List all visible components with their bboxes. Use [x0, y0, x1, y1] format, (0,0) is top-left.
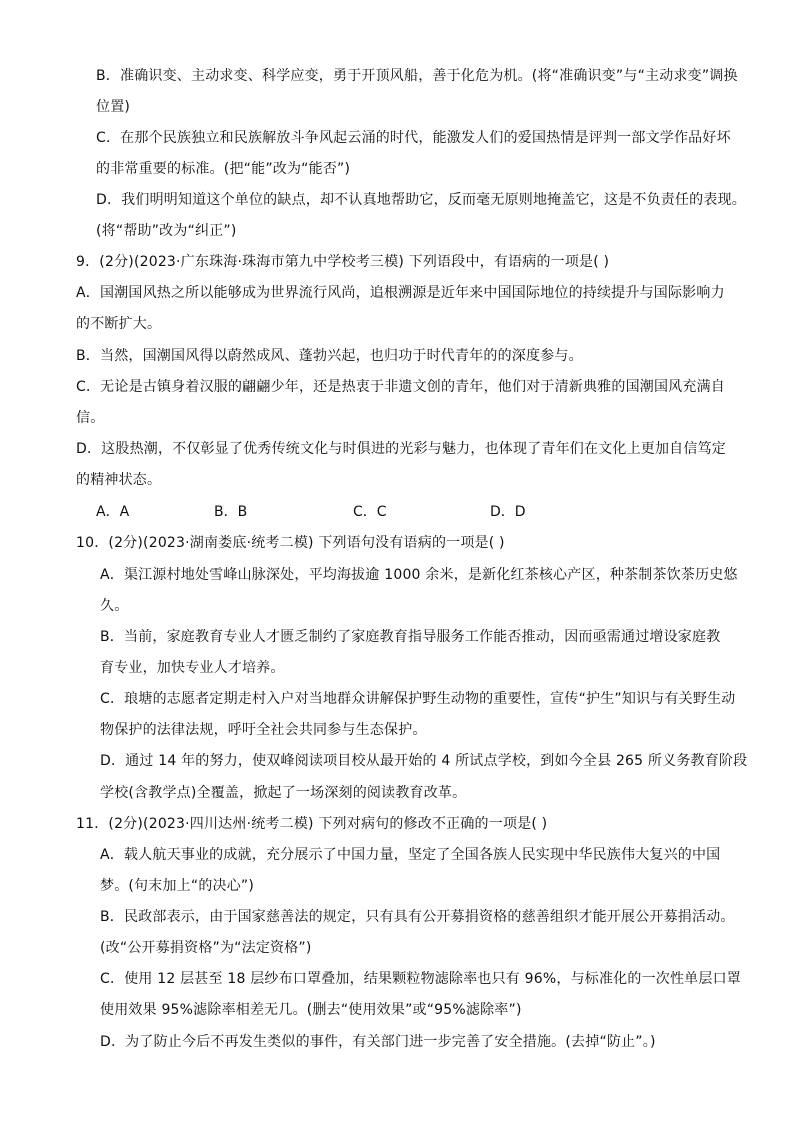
q11-option-c-line1: C．使用 12 层甚至 18 层纱布口罩叠加，结果颗粒物滤除率也只有 96%，与标准化的一次性单层口罩	[100, 971, 741, 987]
q10-option-b-line1: B．当前，家庭教育专业人才匮乏制约了家庭教育指导服务工作能否推动，因而亟需通过增设家庭教	[100, 629, 721, 645]
q8-option-c-line2: 的非常重要的标准。(把“能”改为“能否”)	[96, 161, 351, 177]
q10-stem: 10．(2分)(2023·湖南娄底·统考二模) 下列语句没有语病的一项是( )	[76, 535, 505, 551]
q8-option-d-line1: D．我们明明知道这个单位的缺点，却不认真地帮助它，反而毫无原则地掩盖它，这是不负责任的表现。	[96, 192, 746, 208]
q9-option-c-line2: 信。	[76, 410, 105, 426]
q9-option-a-line2: 的不断扩大。	[76, 316, 162, 332]
q10-option-d-line2: 学校(含教学点)全覆盖，掀起了一场深刻的阅读教育改革。	[100, 785, 467, 801]
q11-option-c-line2: 使用效果 95%滤除率相差无几。(删去“使用效果”或“95%滤除率”)	[100, 1002, 522, 1018]
q10-option-a-line1: A．渠江源村地处雪峰山脉深处，平均海拔逾 1000 余米，是新化红茶核心产区，种茶制茶饮茶历史悠	[100, 567, 738, 583]
q9-option-d-line1: D．这股热潮，不仅彰显了优秀传统文化与时俱进的光彩与魅力，也体现了青年们在文化上更加自信笃定	[76, 441, 726, 457]
q9-answer-choices	[96, 503, 556, 521]
q9-option-a-line1: A．国潮国风热之所以能够成为世界流行风尚，追根溯源是近年来中国国际地位的持续提升与国际影响力	[76, 285, 725, 301]
q10-option-a-line2: 久。	[100, 598, 129, 614]
q10-option-c-line2: 物保护的法律法规，呼吁全社会共同参与生态保护。	[100, 722, 427, 738]
q9-choice-b: B．B	[214, 504, 248, 520]
q11-option-a-line2: 梦。(句末加上“的决心”)	[100, 878, 255, 894]
q9-option-b-line1: B．当然，国潮国风得以蔚然成风、蓬勃兴起，也归功于时代青年的的深度参与。	[76, 348, 583, 364]
q8-option-b-line2: 位置)	[96, 99, 131, 115]
q9-choice-d: D．D	[490, 504, 526, 520]
q9-choice-c: C．C	[353, 504, 387, 520]
q10-option-b-line2: 育专业，加快专业人才培养。	[100, 660, 285, 676]
q11-option-b-line2: (改“公开募捐资格”为“法定资格”)	[100, 940, 312, 956]
q9-choice-a: A．A	[96, 504, 130, 520]
q9-option-c-line1: C．无论是古镇身着汉服的翩翩少年，还是热衷于非遗文创的青年，他们对于清新典雅的国潮国风充满自	[76, 379, 725, 395]
q9-stem: 9．(2分)(2023·广东珠海·珠海市第九中学校考三模) 下列语段中，有语病的一项是( )	[76, 254, 610, 270]
q8-option-c-line1: C．在那个民族独立和民族解放斗争风起云涌的时代，能激发人们的爱国热情是评判一部文学作品好坏	[96, 130, 731, 146]
q11-option-d-line1: D．为了防止今后不再发生类似的事件，有关部门进一步完善了安全措施。(去掉“防止”。)	[100, 1034, 656, 1050]
q11-option-a-line1: A．载人航天事业的成就，充分展示了中国力量，坚定了全国各族人民实现中华民族伟大复兴的中国	[100, 847, 721, 863]
q11-option-b-line1: B．民政部表示，由于国家慈善法的规定，只有具有公开募捐资格的慈善组织才能开展公开募捐活动。	[100, 909, 735, 925]
q10-option-c-line1: C．琅塘的志愿者定期走村入户对当地群众讲解保护野生动物的重要性，宣传“护生”知识与有关野生动	[100, 691, 736, 707]
q8-option-b-line1: B．准确识变、主动求变、科学应变，勇于开顶风船，善于化危为机。(将“准确识变”与“主动求变”调换	[96, 68, 738, 84]
q8-option-d-line2: (将“帮助”改为“纠正”)	[96, 223, 237, 239]
q11-stem: 11．(2分)(2023·四川达州·统考二模) 下列对病句的修改不正确的一项是( )	[76, 816, 548, 832]
q10-option-d-line1: D．通过 14 年的努力，使双峰阅读项目校从最开始的 4 所试点学校，到如今全县 265 所义务教育阶段	[100, 753, 748, 769]
q9-option-d-line2: 的精神状态。	[76, 472, 162, 488]
